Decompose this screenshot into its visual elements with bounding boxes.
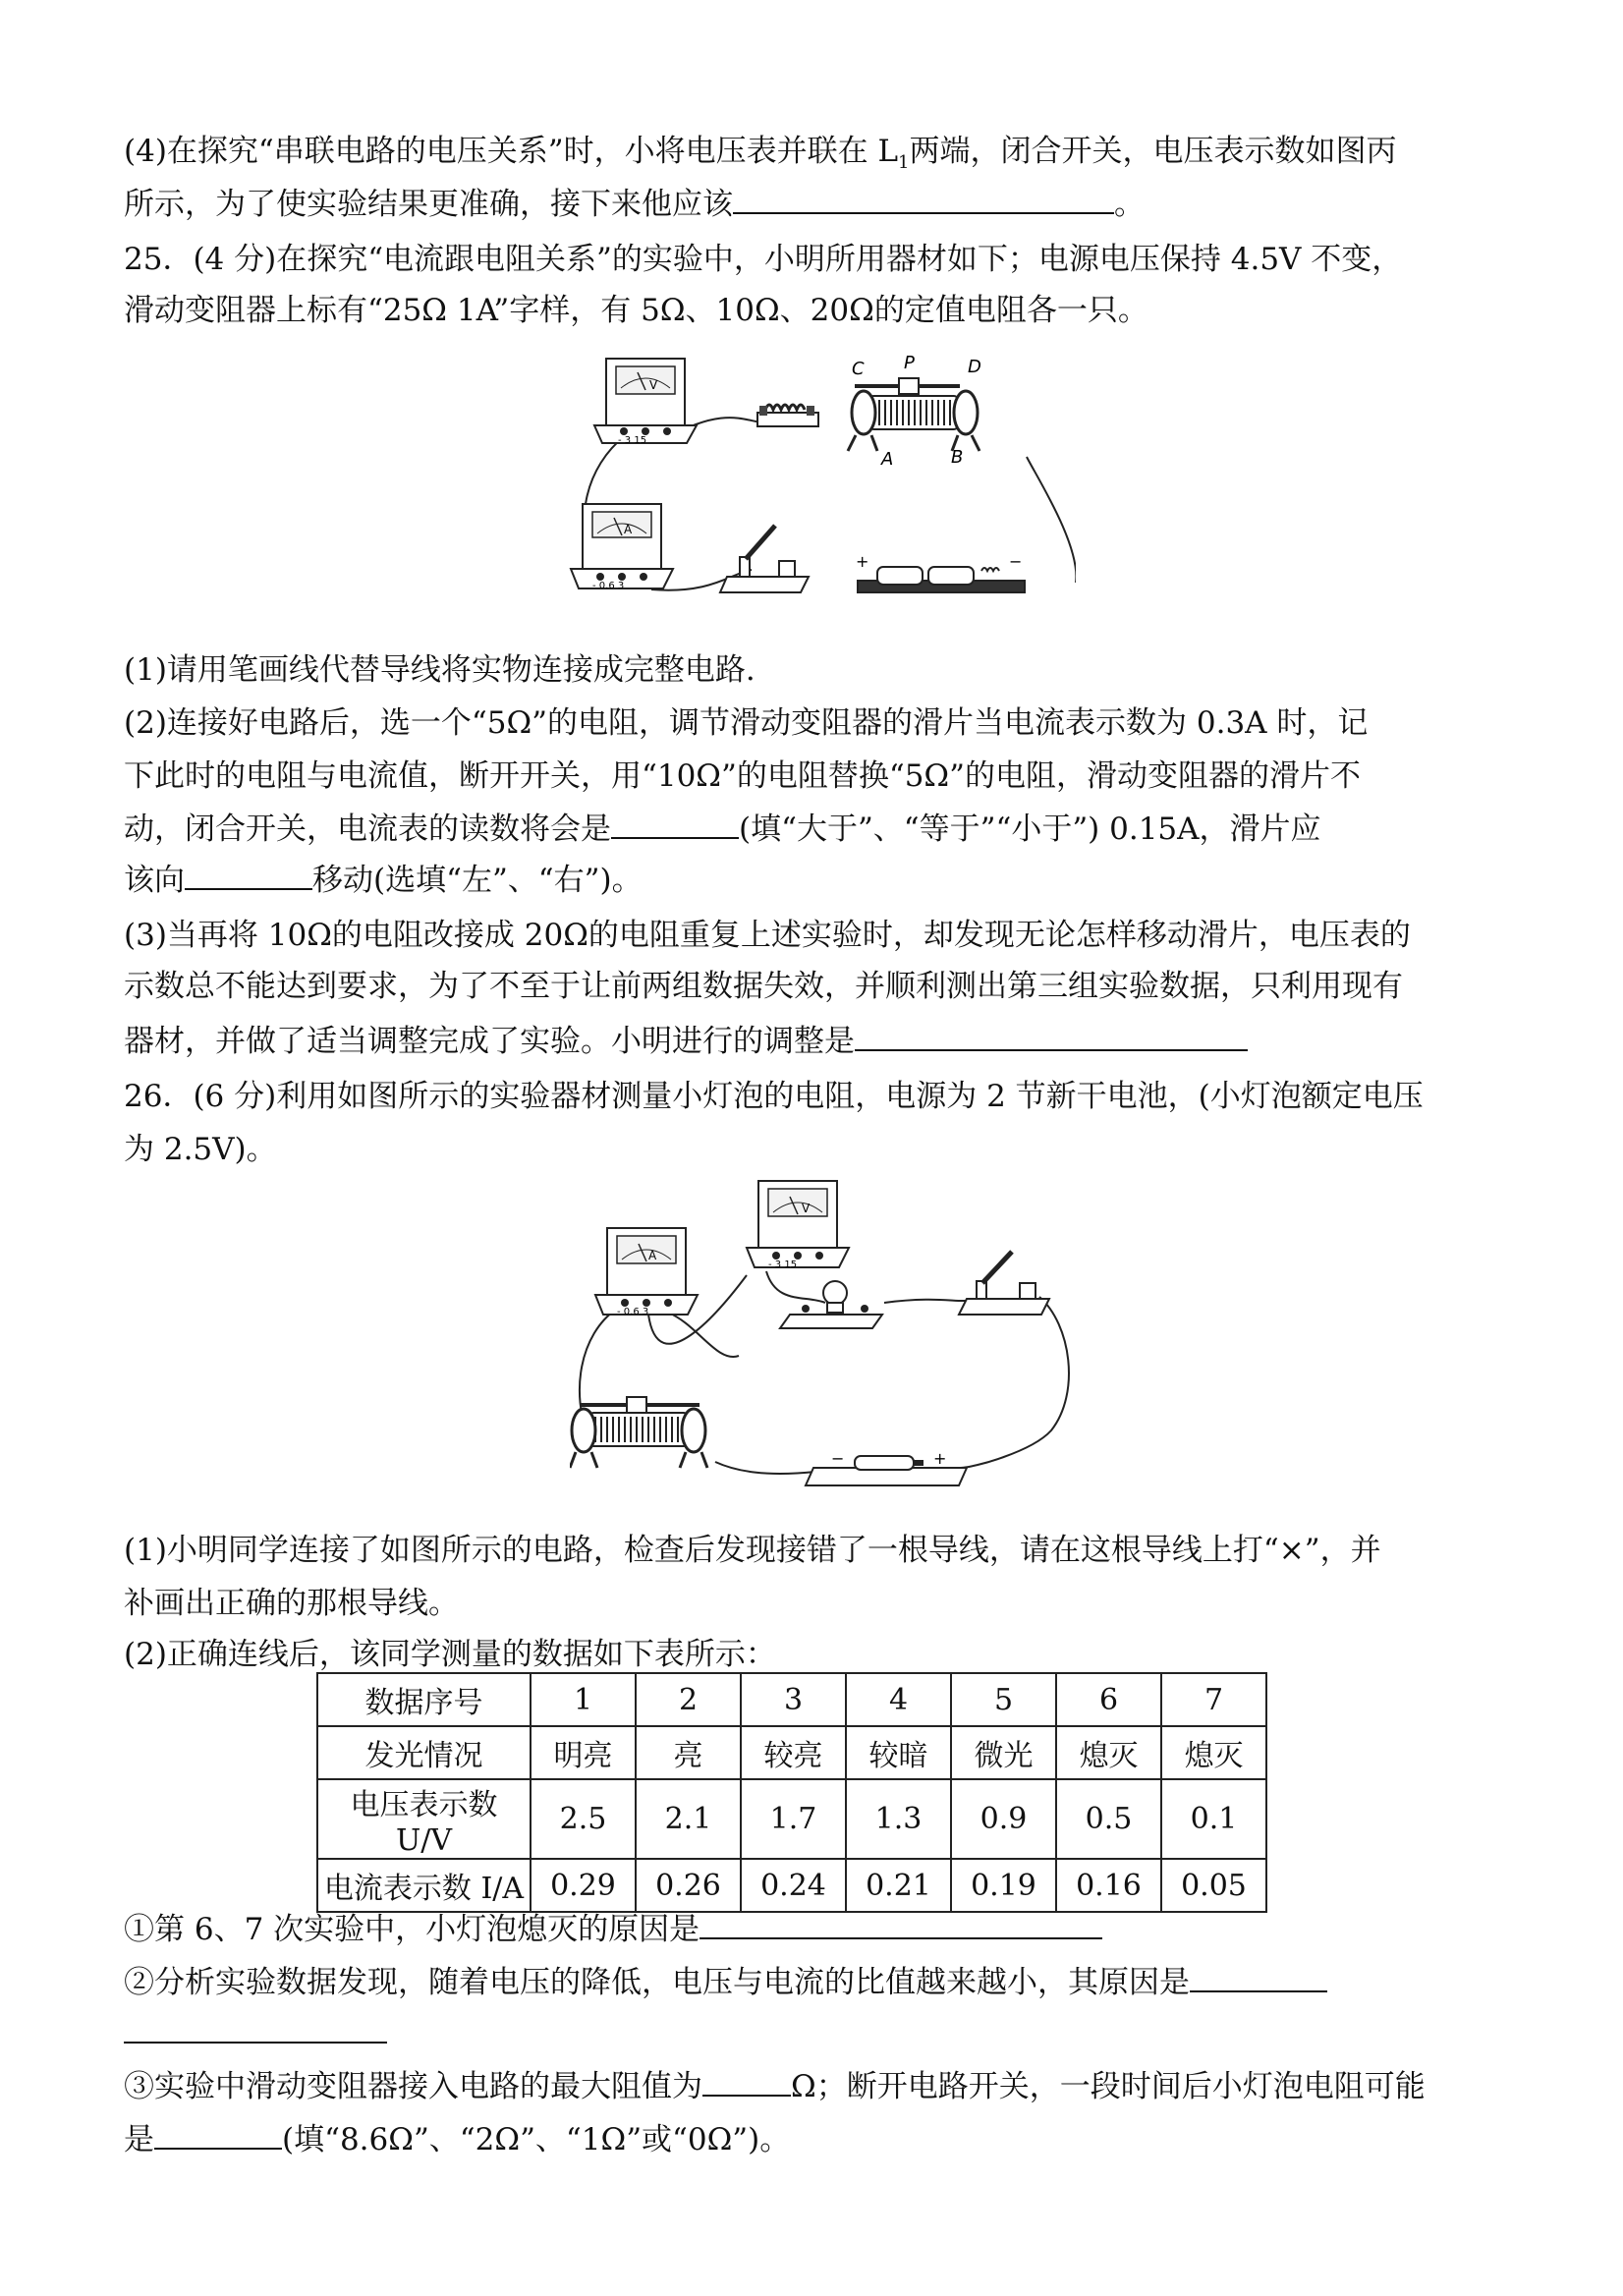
table-cell: 4 — [846, 1673, 951, 1726]
ammeter-icon — [595, 1228, 698, 1317]
table-cell: 0.1 — [1161, 1779, 1266, 1859]
wire — [961, 1297, 1069, 1468]
q25-p3-line3: 器材，并做了适当调整完成了实验。小明进行的调整是 — [124, 1020, 1509, 1061]
svg-text:D: D — [968, 357, 981, 377]
table-cell: 电压表示数 U/V — [317, 1779, 531, 1859]
table-cell: 3 — [741, 1673, 846, 1726]
table-header-row — [317, 1673, 1266, 1726]
wire — [715, 1462, 815, 1474]
svg-text:- 0.6 3: - 0.6 3 — [617, 1307, 649, 1317]
rheostat-icon — [570, 1397, 707, 1468]
q25-p2-line4: 该向 移动(选填“左”、“右”)。 — [124, 859, 1509, 900]
table-cell: 0.24 — [741, 1859, 846, 1912]
svg-text:V: V — [802, 1202, 811, 1215]
battery-icon — [806, 1449, 967, 1485]
table-cell: 1 — [531, 1673, 636, 1726]
answer-blank[interactable] — [733, 183, 1114, 214]
q25-intro-line2: 滑动变阻器上标有“25Ω 1A”字样，有 5Ω、10Ω、20Ω的定值电阻各一只。 — [124, 293, 1148, 328]
table-cell: 0.26 — [636, 1859, 741, 1912]
answer-blank[interactable] — [611, 808, 739, 839]
measurement-table — [316, 1672, 1267, 1913]
table-cell: 0.21 — [846, 1859, 951, 1912]
svg-text:A: A — [624, 523, 633, 536]
q25-intro-line1: 25．(4 分)在探究“电流跟电阻关系”的实验中，小明所用器材如下；电源电压保持 4.5V 不变， — [124, 242, 1403, 277]
switch-icon — [959, 1252, 1049, 1315]
svg-text:- 3 15: - 3 15 — [618, 435, 647, 446]
svg-text:A: A — [881, 449, 894, 470]
table-cell: 0.5 — [1056, 1779, 1161, 1859]
q26-intro-line1: 26．(6 分)利用如图所示的实验器材测量小灯泡的电阻，电源为 2 节新干电池，(小灯泡额定电压 — [124, 1079, 1424, 1114]
q26-p1-line1: (1)小明同学连接了如图所示的电路，检查后发现接错了一根导线，请在这根导线上打“×”，并 — [124, 1533, 1381, 1568]
q26-sub3-line1: ③实验中滑动变阻器接入电路的最大阻值为 Ω；断开电路开关，一段时间后小灯泡电阻可能 — [124, 2065, 1509, 2106]
wire — [884, 1299, 973, 1303]
q26-p2: (2)正确连线后，该同学测量的数据如下表所示： — [124, 1637, 776, 1672]
table-cell: 微光 — [951, 1726, 1056, 1779]
table-cell: 发光情况 — [317, 1726, 531, 1779]
q25-p3-line2: 示数总不能达到要求，为了不至于让前两组数据失效，并顺利测出第三组实验数据，只利用现有 — [124, 969, 1403, 1004]
table-cell: 熄灭 — [1056, 1726, 1161, 1779]
table-cell: 2.1 — [636, 1779, 741, 1859]
voltmeter-icon — [594, 359, 697, 446]
q26-sub2: ②分析实验数据发现，随着电压的降低，电压与电流的比值越来越小，其原因是 — [124, 1961, 1509, 2002]
table-cell: 2.5 — [531, 1779, 636, 1859]
answer-blank[interactable] — [124, 2012, 387, 2044]
table-cell: 较暗 — [846, 1726, 951, 1779]
table-row — [317, 1859, 1266, 1912]
table-cell: 0.19 — [951, 1859, 1056, 1912]
q26-intro-line2: 为 2.5V)。 — [124, 1132, 277, 1167]
wire — [1027, 457, 1076, 583]
table-cell: 5 — [951, 1673, 1056, 1726]
svg-text:P: P — [904, 353, 915, 373]
svg-text:C: C — [852, 359, 865, 379]
q26-sub2-continued — [124, 2012, 1509, 2053]
q25-circuit-figure — [565, 349, 1076, 606]
table-cell: 2 — [636, 1673, 741, 1726]
q26-sub3-line2: 是 (填“8.6Ω”、“2Ω”、“1Ω”或“0Ω”)。 — [124, 2118, 1509, 2159]
answer-blank[interactable] — [855, 1020, 1248, 1051]
q25-p2-line2: 下此时的电阻与电流值，断开开关，用“10Ω”的电阻替换“5Ω”的电阻，滑动变阻器的滑片不 — [124, 758, 1361, 794]
q25-p2-line1: (2)连接好电路后，选一个“5Ω”的电阻，调节滑动变阻器的滑片当电流表示数为 0.3A 时，记 — [124, 705, 1369, 741]
resistor-icon — [757, 405, 818, 426]
table-cell: 0.05 — [1161, 1859, 1266, 1912]
wire — [668, 1313, 739, 1357]
table-cell: 较亮 — [741, 1726, 846, 1779]
voltmeter-icon — [747, 1181, 849, 1270]
table-cell: 0.16 — [1056, 1859, 1161, 1912]
switch-icon — [720, 526, 809, 592]
q24-part4-line2: 所示，为了使实验结果更准确，接下来他应该 。 — [124, 183, 1509, 224]
svg-text:V: V — [649, 378, 658, 392]
answer-blank[interactable] — [700, 1908, 1102, 1939]
q26-sub1: ①第 6、7 次实验中，小灯泡熄灭的原因是 — [124, 1908, 1509, 1949]
svg-text:- 3 15: - 3 15 — [768, 1260, 798, 1270]
svg-text:A: A — [648, 1249, 657, 1262]
wire — [766, 1271, 825, 1303]
table-cell: 7 — [1161, 1673, 1266, 1726]
svg-text:- 0.6 3: - 0.6 3 — [592, 581, 625, 591]
table-cell: 数据序号 — [317, 1673, 531, 1726]
lamp-icon — [780, 1281, 882, 1328]
table-cell: 1.3 — [846, 1779, 951, 1859]
table-cell: 0.9 — [951, 1779, 1056, 1859]
table-cell: 电流表示数 I/A — [317, 1859, 531, 1912]
table-cell: 亮 — [636, 1726, 741, 1779]
table-cell: 熄灭 — [1161, 1726, 1266, 1779]
q24-part4-line1: (4)在探究“串联电路的电压关系”时，小将电压表并联在 $L_1$两端，闭合开关，电压表示数如图丙 — [124, 134, 1397, 174]
q26-p1-line2: 补画出正确的那根导线。 — [124, 1586, 459, 1621]
q26-circuit-figure — [570, 1177, 1081, 1489]
table-cell: 0.29 — [531, 1859, 636, 1912]
q25-p3-line1: (3)当再将 10Ω的电阻改接成 20Ω的电阻重复上述实验时，却发现无论怎样移动滑片，电压表的 — [124, 918, 1411, 953]
ammeter-icon — [571, 504, 673, 591]
svg-text:−: − — [831, 1449, 845, 1468]
q25-p2-line3: 动，闭合开关，电流表的读数将会是 (填“大于”、“等于”“小于”) 0.15A，滑片应 — [124, 808, 1509, 849]
svg-text:−: − — [1009, 552, 1023, 571]
table-cell: 1.7 — [741, 1779, 846, 1859]
svg-text:+: + — [856, 552, 869, 571]
battery-icon — [856, 552, 1025, 592]
answer-blank[interactable] — [185, 859, 312, 890]
answer-blank[interactable] — [702, 2065, 791, 2097]
rheostat-icon — [848, 353, 981, 470]
svg-text:B: B — [951, 447, 964, 468]
answer-blank[interactable] — [1190, 1961, 1327, 1992]
table-row — [317, 1726, 1266, 1779]
table-cell: 6 — [1056, 1673, 1161, 1726]
table-cell: 明亮 — [531, 1726, 636, 1779]
answer-blank[interactable] — [154, 2118, 282, 2150]
svg-text:+: + — [933, 1449, 947, 1468]
q25-p1: (1)请用笔画线代替导线将实物连接成完整电路. — [124, 652, 756, 688]
table-row — [317, 1779, 1266, 1859]
